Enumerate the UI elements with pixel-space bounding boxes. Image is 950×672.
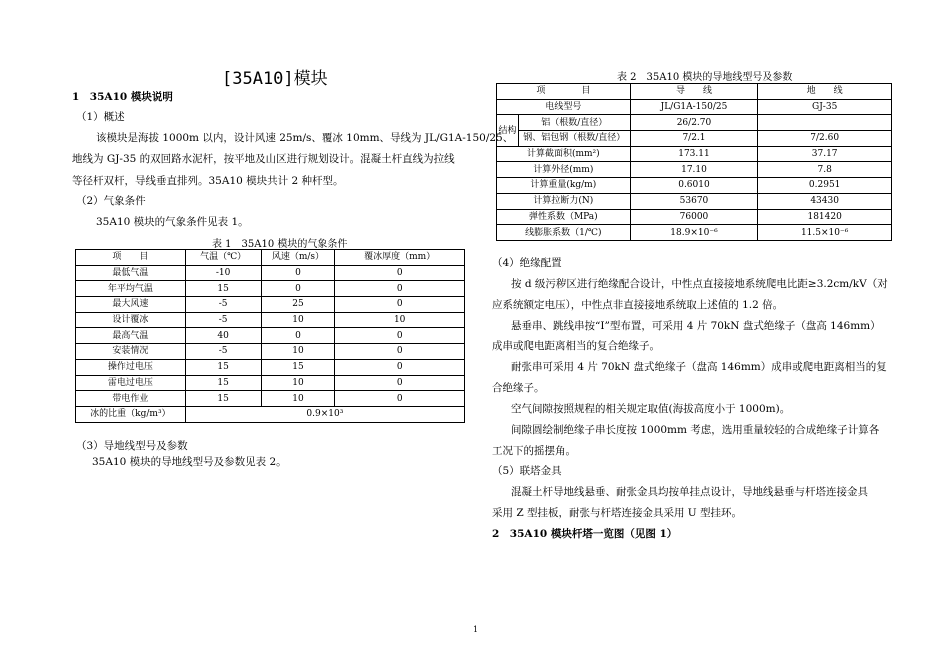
table-cell: 10 (335, 312, 465, 328)
subheading-overview: （1）概述 (76, 111, 125, 123)
subheading-weather: （2）气象条件 (76, 195, 146, 207)
overview-line-3: 等径杆双杆，导线垂直排列。35A10 模块共计 2 种杆型。 (72, 175, 344, 187)
table-cell: GJ-35 (758, 99, 892, 115)
table-cell: 0 (335, 391, 465, 407)
table-header-cell: 气温（℃） (185, 250, 261, 266)
table-cell: 15 (185, 281, 261, 297)
table-row (497, 131, 892, 147)
conductor-intro: 35A10 模块的导地线型号及参数见表 2。 (92, 456, 287, 468)
table-cell: 计算截面积(mm²) (497, 146, 631, 162)
table-cell: 线膨胀系数（1/℃) (497, 225, 631, 241)
insulation-p2-line1: 悬垂串、跳线串按“I”型布置，可采用 4 片 70kN 盘式绝缘子（盘高 146mm） (511, 320, 881, 332)
table-cell: 15 (185, 375, 261, 391)
table-cell: 0 (261, 281, 335, 297)
table-cell: 15 (185, 359, 261, 375)
table-cell: 11.5×10⁻⁶ (758, 225, 892, 241)
table-cell: 10 (261, 344, 335, 360)
table-cell: 7.8 (758, 162, 892, 178)
table-row (497, 209, 892, 225)
table-cell: 钢、铝包钢（根数/直径） (518, 131, 630, 147)
table-cell: -5 (185, 344, 261, 360)
table-cell: 铝（根数/直径） (518, 115, 630, 131)
table-cell: 0 (335, 328, 465, 344)
subheading-insulation: （4）绝缘配置 (492, 257, 562, 269)
table1-caption: 表 1 35A10 模块的气象条件 (212, 239, 348, 250)
table-cell: 最高气温 (76, 328, 186, 344)
table-row (76, 281, 465, 297)
table-cell: 40 (185, 328, 261, 344)
table-cell: 0 (335, 375, 465, 391)
page-number: 1 (473, 625, 479, 634)
fittings-line1: 混凝土杆导地线悬垂、耐张金具均按单挂点设计，导地线悬垂与杆塔连接金具 (511, 486, 868, 498)
table-cell: 带电作业 (76, 391, 186, 407)
table-cell: 计算重量(kg/m) (497, 178, 631, 194)
table-cell: 计算拉断力(N) (497, 193, 631, 209)
table-row (497, 193, 892, 209)
table-cell: 15 (185, 391, 261, 407)
table-cell: 0 (335, 344, 465, 360)
table-row (76, 391, 465, 407)
table-row (76, 328, 465, 344)
table-row (497, 225, 892, 241)
subheading-fittings: （5）联塔金具 (492, 465, 562, 477)
conductor-table (496, 83, 892, 241)
section1-heading: 1 35A10 模块说明 (72, 91, 173, 103)
table-cell: 25 (261, 297, 335, 313)
table-cell: 15 (261, 359, 335, 375)
table-cell: 26/2.70 (630, 115, 758, 131)
table-cell: 0 (335, 359, 465, 375)
insulation-p3-line2: 合绝缘子。 (492, 382, 545, 394)
insulation-p1-line2: 应系统额定电压），中性点非直接接地系统取上述值的 1.2 倍。 (492, 299, 784, 311)
table-cell: 0 (335, 297, 465, 313)
insulation-p2-line2: 成串或爬电距离相当的复合绝缘子。 (492, 340, 660, 352)
table-header-row (497, 84, 892, 100)
insulation-p5-line2: 工况下的摇摆角。 (492, 445, 576, 457)
table-header-cell: 导 线 (630, 84, 758, 100)
table-cell: -5 (185, 297, 261, 313)
table-row (497, 146, 892, 162)
table-cell: 37.17 (758, 146, 892, 162)
weather-table (75, 249, 465, 423)
table-cell: 最大风速 (76, 297, 186, 313)
table-cell: 操作过电压 (76, 359, 186, 375)
table-row (76, 265, 465, 281)
table-header-cell: 覆冰厚度（mm） (335, 250, 465, 266)
insulation-p4: 空气间隙按照规程的相关规定取值(海拔高度小于 1000m)。 (511, 403, 791, 415)
table-cell: 0 (335, 265, 465, 281)
table-cell: 弹性系数（MPa) (497, 209, 631, 225)
table-cell: 设计覆冰 (76, 312, 186, 328)
table-header-cell: 地 线 (758, 84, 892, 100)
subheading-conductor: （3）导地线型号及参数 (76, 440, 188, 452)
table-cell: 10 (261, 312, 335, 328)
table-row (76, 312, 465, 328)
table-cell: -5 (185, 312, 261, 328)
table-row-ice-density (76, 406, 465, 422)
insulation-p1-line1: 按 d 级污秽区进行绝缘配合设计，中性点直接接地系统爬电比距≥3.2cm/kV（对 (511, 278, 888, 290)
table-header-cell: 项 目 (497, 84, 631, 100)
overview-line-2: 地线为 GJ-35 的双回路水泥杆，按平地及山区进行规划设计。混凝土杆直线为拉线 (72, 153, 455, 165)
table-cell: 冰的比重（kg/m³） (76, 406, 186, 422)
table-cell: 43430 (758, 193, 892, 209)
table-cell: 7/2.60 (758, 131, 892, 147)
table-cell: JL/G1A-150/25 (630, 99, 758, 115)
table-cell: 0 (335, 281, 465, 297)
section2-heading: 2 35A10 模块杆塔一览图（见图 1） (492, 528, 678, 540)
table-cell: 10 (261, 391, 335, 407)
insulation-p3-line1: 耐张串可采用 4 片 70kN 盘式绝缘子（盘高 146mm）成串或爬电距离相当的复 (511, 361, 887, 373)
overview-line-1: 该模块是海拔 1000m 以内，设计风速 25m/s、覆冰 10mm、导线为 JL/G1A-150/25、 (96, 132, 514, 144)
table-row (497, 162, 892, 178)
page-title: [35A10]模块 (222, 69, 328, 89)
table-cell: 173.11 (630, 146, 758, 162)
table-cell: 76000 (630, 209, 758, 225)
table-cell: 最低气温 (76, 265, 186, 281)
fittings-line2: 采用 Z 型挂板，耐张与杆塔连接金具采用 U 型挂环。 (492, 507, 742, 519)
table-cell: 0 (261, 328, 335, 344)
table-cell: 计算外径(mm) (497, 162, 631, 178)
table-cell: 53670 (630, 193, 758, 209)
table-cell: 年平均气温 (76, 281, 186, 297)
table-row (76, 297, 465, 313)
table-cell: 安装情况 (76, 344, 186, 360)
table-row (76, 359, 465, 375)
table-row (497, 99, 892, 115)
table-row (76, 344, 465, 360)
table-row (497, 115, 892, 131)
table-cell: 结构 (497, 115, 519, 146)
table-cell: -10 (185, 265, 261, 281)
table-cell: 0.9×10³ (185, 406, 464, 422)
table-header-cell: 项 目 (76, 250, 186, 266)
table-cell: 电线型号 (497, 99, 631, 115)
table-cell: 7/2.1 (630, 131, 758, 147)
table-cell: 181420 (758, 209, 892, 225)
table-row (76, 375, 465, 391)
table-cell: 0.6010 (630, 178, 758, 194)
weather-intro: 35A10 模块的气象条件见表 1。 (96, 216, 249, 228)
table-row (497, 178, 892, 194)
table-cell: 雷电过电压 (76, 375, 186, 391)
table2-caption: 表 2 35A10 模块的导地线型号及参数 (617, 72, 793, 83)
insulation-p5-line1: 间隙圆绘制绝缘子串长度按 1000mm 考虑，选用重量较轻的合成绝缘子计算各 (511, 424, 880, 436)
table-header-cell: 风速（m/s） (261, 250, 335, 266)
table-cell (758, 115, 892, 131)
table-cell: 18.9×10⁻⁶ (630, 225, 758, 241)
table-header-row (76, 250, 465, 266)
table-cell: 0.2951 (758, 178, 892, 194)
table-cell: 17.10 (630, 162, 758, 178)
table-cell: 10 (261, 375, 335, 391)
table-cell: 0 (261, 265, 335, 281)
